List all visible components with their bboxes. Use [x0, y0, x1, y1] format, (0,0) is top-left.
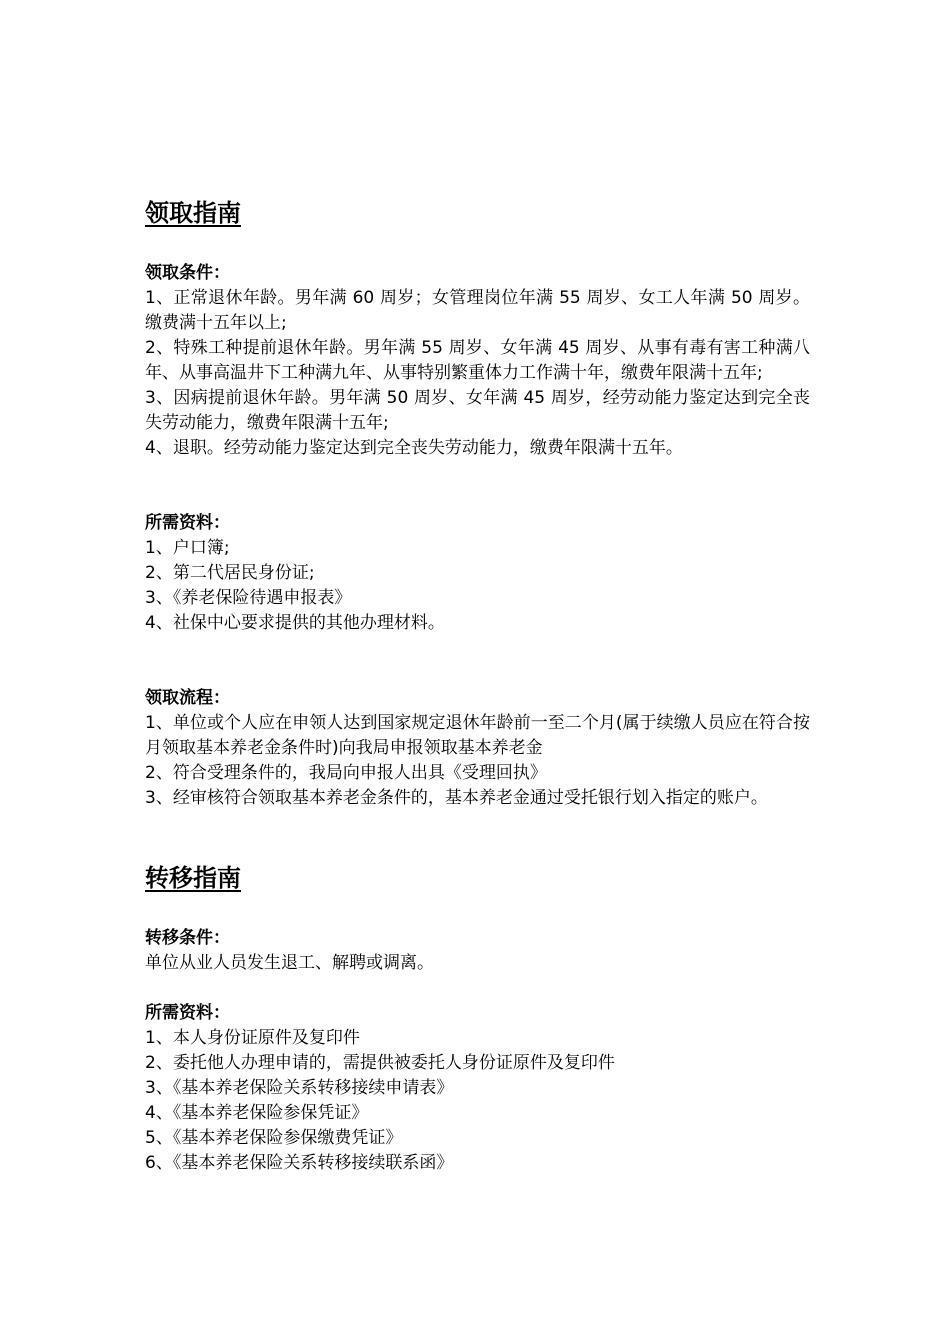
- list-item: 4、《基本养老保险参保凭证》: [145, 1103, 369, 1123]
- collection-process-label: 领取流程：: [145, 688, 230, 708]
- transfer-conditions-label: 转移条件：: [145, 928, 230, 948]
- collection-conditions-label: 领取条件：: [145, 263, 230, 283]
- list-item: 1、单位或个人应在申领人达到国家规定退休年龄前一至二个月(属于续缴人员应在符合按月领取基本养老金条件时)向我局申报领取基本养老金: [145, 713, 810, 758]
- transfer-materials: [145, 1001, 810, 1176]
- transfer-conditions: [145, 926, 810, 976]
- list-item: 4、退职。经劳动能力鉴定达到完全丧失劳动能力，缴费年限满十五年。: [145, 438, 683, 458]
- spacer: [145, 230, 810, 261]
- collection-materials-label: 所需资料：: [145, 513, 230, 533]
- list-item: 3、《养老保险待遇申报表》: [145, 588, 352, 608]
- spacer: [145, 811, 810, 861]
- section-title-collection-guide: 领取指南: [145, 199, 241, 227]
- list-item: 4、社保中心要求提供的其他办理材料。: [145, 613, 445, 633]
- list-item: 2、第二代居民身份证;: [145, 563, 315, 583]
- collection-materials: [145, 511, 810, 636]
- transfer-materials-label: 所需资料：: [145, 1003, 230, 1023]
- list-item: 6、《基本养老保险关系转移接续联系函》: [145, 1153, 454, 1173]
- list-item: 1、正常退休年龄。男年满 60 周岁；女管理岗位年满 55 周岁、女工人年满 50 周岁。缴费满十五年以上;: [145, 288, 810, 333]
- collection-process: [145, 686, 810, 811]
- list-item: 3、《基本养老保险关系转移接续申请表》: [145, 1078, 454, 1098]
- list-item: 1、户口簿;: [145, 538, 230, 558]
- list-item: 2、特殊工种提前退休年龄。男年满 55 周岁、女年满 45 周岁、从事有毒有害工种满八年、从事高温井下工种满九年、从事特别繁重体力工作满十年，缴费年限满十五年;: [145, 338, 810, 383]
- list-item: 1、本人身份证原件及复印件: [145, 1028, 360, 1048]
- list-item: 2、委托他人办理申请的，需提供被委托人身份证原件及复印件: [145, 1053, 615, 1073]
- section-title-transfer-guide: 转移指南: [145, 864, 241, 892]
- document-page: [145, 196, 810, 1176]
- spacer: [145, 976, 810, 1001]
- list-item: 单位从业人员发生退工、解聘或调离。: [145, 953, 434, 973]
- list-item: 3、因病提前退休年龄。男年满 50 周岁、女年满 45 周岁，经劳动能力鉴定达到完全丧失劳动能力，缴费年限满十五年;: [145, 388, 810, 433]
- collection-conditions: [145, 261, 810, 461]
- spacer: [145, 461, 810, 511]
- list-item: 5、《基本养老保险参保缴费凭证》: [145, 1128, 403, 1148]
- list-item: 2、符合受理条件的，我局向申报人出具《受理回执》: [145, 763, 547, 783]
- list-item: 3、经审核符合领取基本养老金条件的，基本养老金通过受托银行划入指定的账户。: [145, 788, 768, 808]
- spacer: [145, 895, 810, 926]
- spacer: [145, 636, 810, 686]
